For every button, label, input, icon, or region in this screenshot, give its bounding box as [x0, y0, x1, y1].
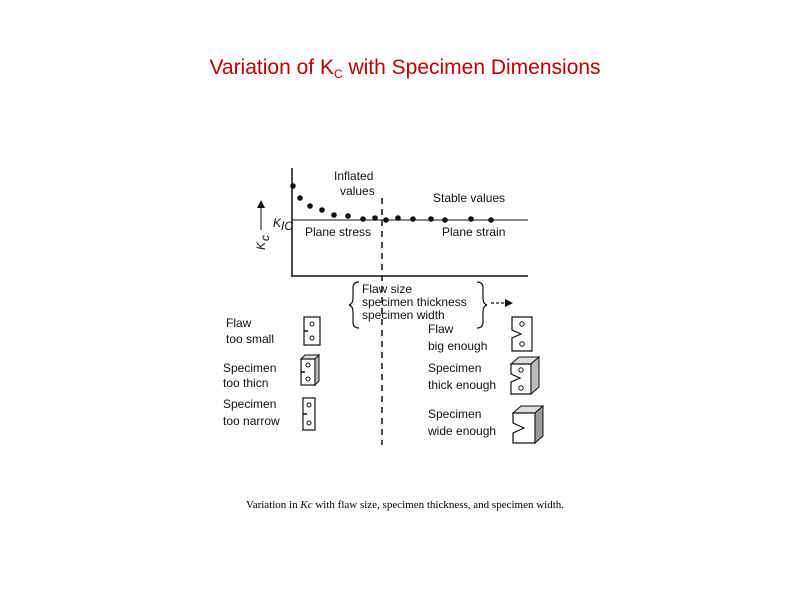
specimen-thick-enough-line2: thick enough: [428, 378, 497, 392]
caption-pre: Variation in: [245, 499, 301, 511]
specimen-too-narrow-line2: too narrow: [223, 414, 280, 428]
specimen-thick-enough-line1: Specimen: [428, 361, 482, 375]
kc-specimen-diagram: [215, 160, 555, 450]
specimen-too-thin-line1: Specimen: [223, 361, 277, 375]
stable-values-label: Stable values: [433, 191, 506, 205]
specimen-flaw-big-enough-sketch: [512, 317, 532, 351]
kic-label: K: [273, 216, 282, 230]
data-point: [395, 215, 401, 221]
data-point: [307, 203, 313, 209]
slide-title: [0, 56, 794, 81]
specimen-thick-enough-sketch: [511, 357, 539, 394]
y-axis-label-sub: c: [258, 235, 272, 241]
data-point: [372, 215, 378, 221]
title-subscript: C: [333, 67, 343, 81]
data-point: [383, 217, 389, 223]
data-point: [319, 207, 325, 213]
y-axis-arrow-head: [257, 200, 265, 208]
flaw-big-enough-line1: Flaw: [428, 322, 454, 336]
flaw-big-enough-line2: big enough: [428, 339, 488, 353]
title-suffix: with Specimen Dimensions: [342, 56, 601, 79]
data-point: [345, 213, 351, 219]
flaw-too-small-line1: Flaw: [226, 316, 252, 330]
inflated-label-line2: values: [340, 184, 375, 198]
specimen-too-narrow-sketch: [303, 398, 315, 430]
specimen-flaw-too-small-sketch: [304, 317, 320, 345]
legend-arrow-head: [505, 299, 513, 307]
specimen-too-thin-sketch: [301, 355, 319, 385]
data-point: [331, 212, 337, 218]
flaw-too-small-line2: too small: [226, 332, 275, 346]
inflated-label-line1: Inflated: [334, 169, 374, 183]
y-axis-label-k: K: [254, 241, 268, 250]
legend-left-brace: [349, 282, 359, 328]
plane-stress-label: Plane stress: [305, 225, 372, 239]
specimen-wide-enough-line2: wide enough: [428, 424, 497, 438]
legend-right-brace: [477, 282, 487, 328]
caption-post: with flaw size, specimen thickness, and specimen width.: [312, 499, 565, 511]
specimen-wide-enough-sketch: [513, 406, 543, 443]
caption-italic: Kc: [300, 499, 313, 511]
y-axis-label: [254, 235, 272, 250]
specimen-too-thin-line2: too thicn: [223, 376, 269, 390]
plane-strain-label: Plane strain: [442, 225, 506, 239]
specimen-too-narrow-line1: Specimen: [223, 397, 277, 411]
data-point: [290, 183, 296, 189]
legend-specimen-width: specimen width: [362, 308, 445, 322]
data-point: [488, 217, 494, 223]
specimen-wide-enough-line1: Specimen: [428, 407, 482, 421]
data-point: [442, 217, 448, 223]
data-point: [297, 195, 303, 201]
data-point: [428, 216, 434, 222]
figure-caption: [0, 499, 794, 511]
title-prefix: Variation of K: [209, 56, 334, 79]
legend-flaw-size: Flaw size: [362, 282, 413, 296]
data-point: [410, 216, 416, 222]
data-point: [360, 216, 366, 222]
kic-sub: IC: [281, 219, 293, 233]
data-point: [468, 216, 474, 222]
legend-specimen-thickness: specimen thickness: [362, 295, 467, 309]
